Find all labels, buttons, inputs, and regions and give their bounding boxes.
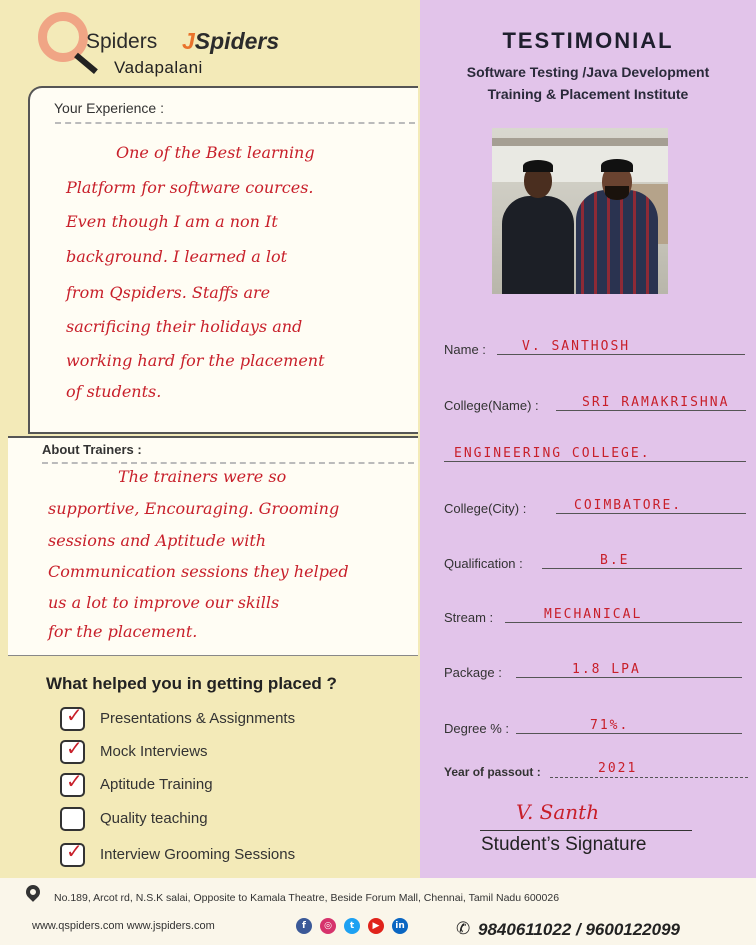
experience-line: background. I learned a lot bbox=[66, 247, 288, 266]
instagram-icon[interactable]: ◎ bbox=[320, 918, 336, 934]
trainers-label: About Trainers : bbox=[42, 442, 142, 457]
phone-numbers[interactable]: 9840611022 / 9600122099 bbox=[478, 920, 680, 939]
passout-year-value: 2021 bbox=[598, 761, 638, 776]
youtube-icon[interactable]: ▶ bbox=[368, 918, 384, 934]
checklist-item-label: Presentations & Assignments bbox=[100, 710, 296, 727]
name-value: V. SANTHOSH bbox=[522, 339, 631, 354]
person-right-body bbox=[576, 190, 658, 294]
checkbox[interactable] bbox=[60, 736, 85, 764]
trainers-line: supportive, Encouraging. Grooming bbox=[48, 499, 340, 518]
college-city-label: College(City) : bbox=[444, 501, 527, 516]
trainers-line: Communication sessions they helped bbox=[48, 562, 349, 581]
experience-line: sacrificing their holidays and bbox=[66, 317, 303, 336]
experience-line: Platform for software cources. bbox=[66, 178, 314, 197]
person-right-hair bbox=[601, 159, 633, 172]
qualification-value: B.E bbox=[600, 553, 630, 568]
address: No.189, Arcot rd, N.S.K salai, Opposite to Kamala Theatre, Beside Forum Mall, Chennai, Tamil Nadu 600026 bbox=[54, 892, 560, 904]
checkbox[interactable] bbox=[60, 839, 85, 867]
person-right-beard bbox=[605, 186, 629, 200]
subtitle-line-2: Training & Placement Institute bbox=[487, 86, 689, 102]
checkmark-icon: ✓ bbox=[66, 703, 83, 727]
passout-year-label: Year of passout : bbox=[444, 765, 541, 779]
photo-window bbox=[492, 146, 668, 182]
brand-logo bbox=[36, 10, 296, 80]
linkedin-icon[interactable]: in bbox=[392, 918, 408, 934]
qualification-field-line bbox=[542, 568, 742, 569]
college-city-field-line bbox=[556, 513, 746, 514]
trainers-divider bbox=[42, 462, 414, 464]
package-value: 1.8 LPA bbox=[572, 662, 641, 677]
q-logo-tail bbox=[74, 53, 98, 74]
degree-percent-label: Degree % : bbox=[444, 721, 510, 736]
trainers-line: The trainers were so bbox=[118, 467, 287, 486]
twitter-icon[interactable]: t bbox=[344, 918, 360, 934]
website-links[interactable]: www.qspiders.com www.jspiders.com bbox=[32, 920, 215, 932]
experience-line: of students. bbox=[66, 382, 162, 401]
person-left-hair bbox=[523, 160, 553, 172]
phone-icon: ✆ bbox=[456, 919, 471, 939]
person-left-body bbox=[502, 196, 574, 294]
checkbox[interactable] bbox=[60, 769, 85, 797]
signature-label: Student’s Signature bbox=[481, 834, 647, 855]
experience-line: Even though I am a non It bbox=[66, 212, 278, 231]
checklist-item-label: Interview Grooming Sessions bbox=[100, 846, 296, 863]
degree-percent-field-line bbox=[516, 733, 742, 734]
package-label: Package : bbox=[444, 665, 502, 680]
checklist-question: What helped you in getting placed ? bbox=[46, 674, 337, 693]
package-field-line bbox=[516, 677, 742, 678]
degree-percent-value: 71%. bbox=[590, 718, 630, 733]
experience-line: One of the Best learning bbox=[116, 143, 315, 162]
college-name-value: SRI RAMAKRISHNA bbox=[582, 395, 730, 410]
stream-value: MECHANICAL bbox=[544, 607, 643, 622]
name-field-line bbox=[497, 354, 745, 355]
facebook-icon[interactable]: f bbox=[296, 918, 312, 934]
signature-line bbox=[480, 830, 692, 831]
checklist-item-label: Mock Interviews bbox=[100, 743, 208, 760]
checkbox[interactable] bbox=[60, 703, 85, 731]
qspiders-wordmark: Spiders bbox=[86, 30, 158, 53]
page-title: TESTIMONIAL bbox=[502, 28, 674, 53]
photo-ceiling-beam bbox=[492, 138, 668, 146]
college-name-label: College(Name) : bbox=[444, 398, 539, 413]
qualification-label: Qualification : bbox=[444, 556, 523, 571]
trainers-line: for the placement. bbox=[48, 622, 198, 641]
college-name-value-2: ENGINEERING COLLEGE. bbox=[454, 446, 651, 461]
student-photo bbox=[492, 128, 668, 294]
trainers-line: sessions and Aptitude with bbox=[48, 531, 267, 550]
subtitle-line-1: Software Testing /Java Development bbox=[466, 64, 710, 80]
passout-year-field-line bbox=[550, 777, 748, 778]
experience-line: from Qspiders. Staffs are bbox=[66, 283, 271, 302]
college-name-field-line bbox=[556, 410, 746, 411]
stream-field-line bbox=[505, 622, 742, 623]
checklist-item-label: Quality teaching bbox=[100, 810, 208, 827]
experience-label: Your Experience : bbox=[54, 100, 164, 116]
experience-divider bbox=[55, 122, 415, 124]
checkmark-icon: ✓ bbox=[66, 769, 83, 793]
experience-line: working hard for the placement bbox=[66, 351, 325, 370]
branch-name: Vadapalani bbox=[114, 58, 203, 77]
college-name-field-line-2 bbox=[444, 461, 746, 462]
jspiders-wordmark: JSpiders bbox=[182, 28, 280, 54]
checklist-item-label: Aptitude Training bbox=[100, 776, 213, 793]
checkbox[interactable] bbox=[60, 807, 85, 831]
college-city-value: COIMBATORE. bbox=[574, 498, 683, 513]
checkmark-icon: ✓ bbox=[66, 839, 83, 863]
trainers-line: us a lot to improve our skills bbox=[48, 593, 280, 612]
name-label: Name : bbox=[444, 342, 486, 357]
student-signature: V. Santh bbox=[516, 800, 600, 824]
stream-label: Stream : bbox=[444, 610, 494, 625]
checkmark-icon: ✓ bbox=[66, 736, 83, 760]
